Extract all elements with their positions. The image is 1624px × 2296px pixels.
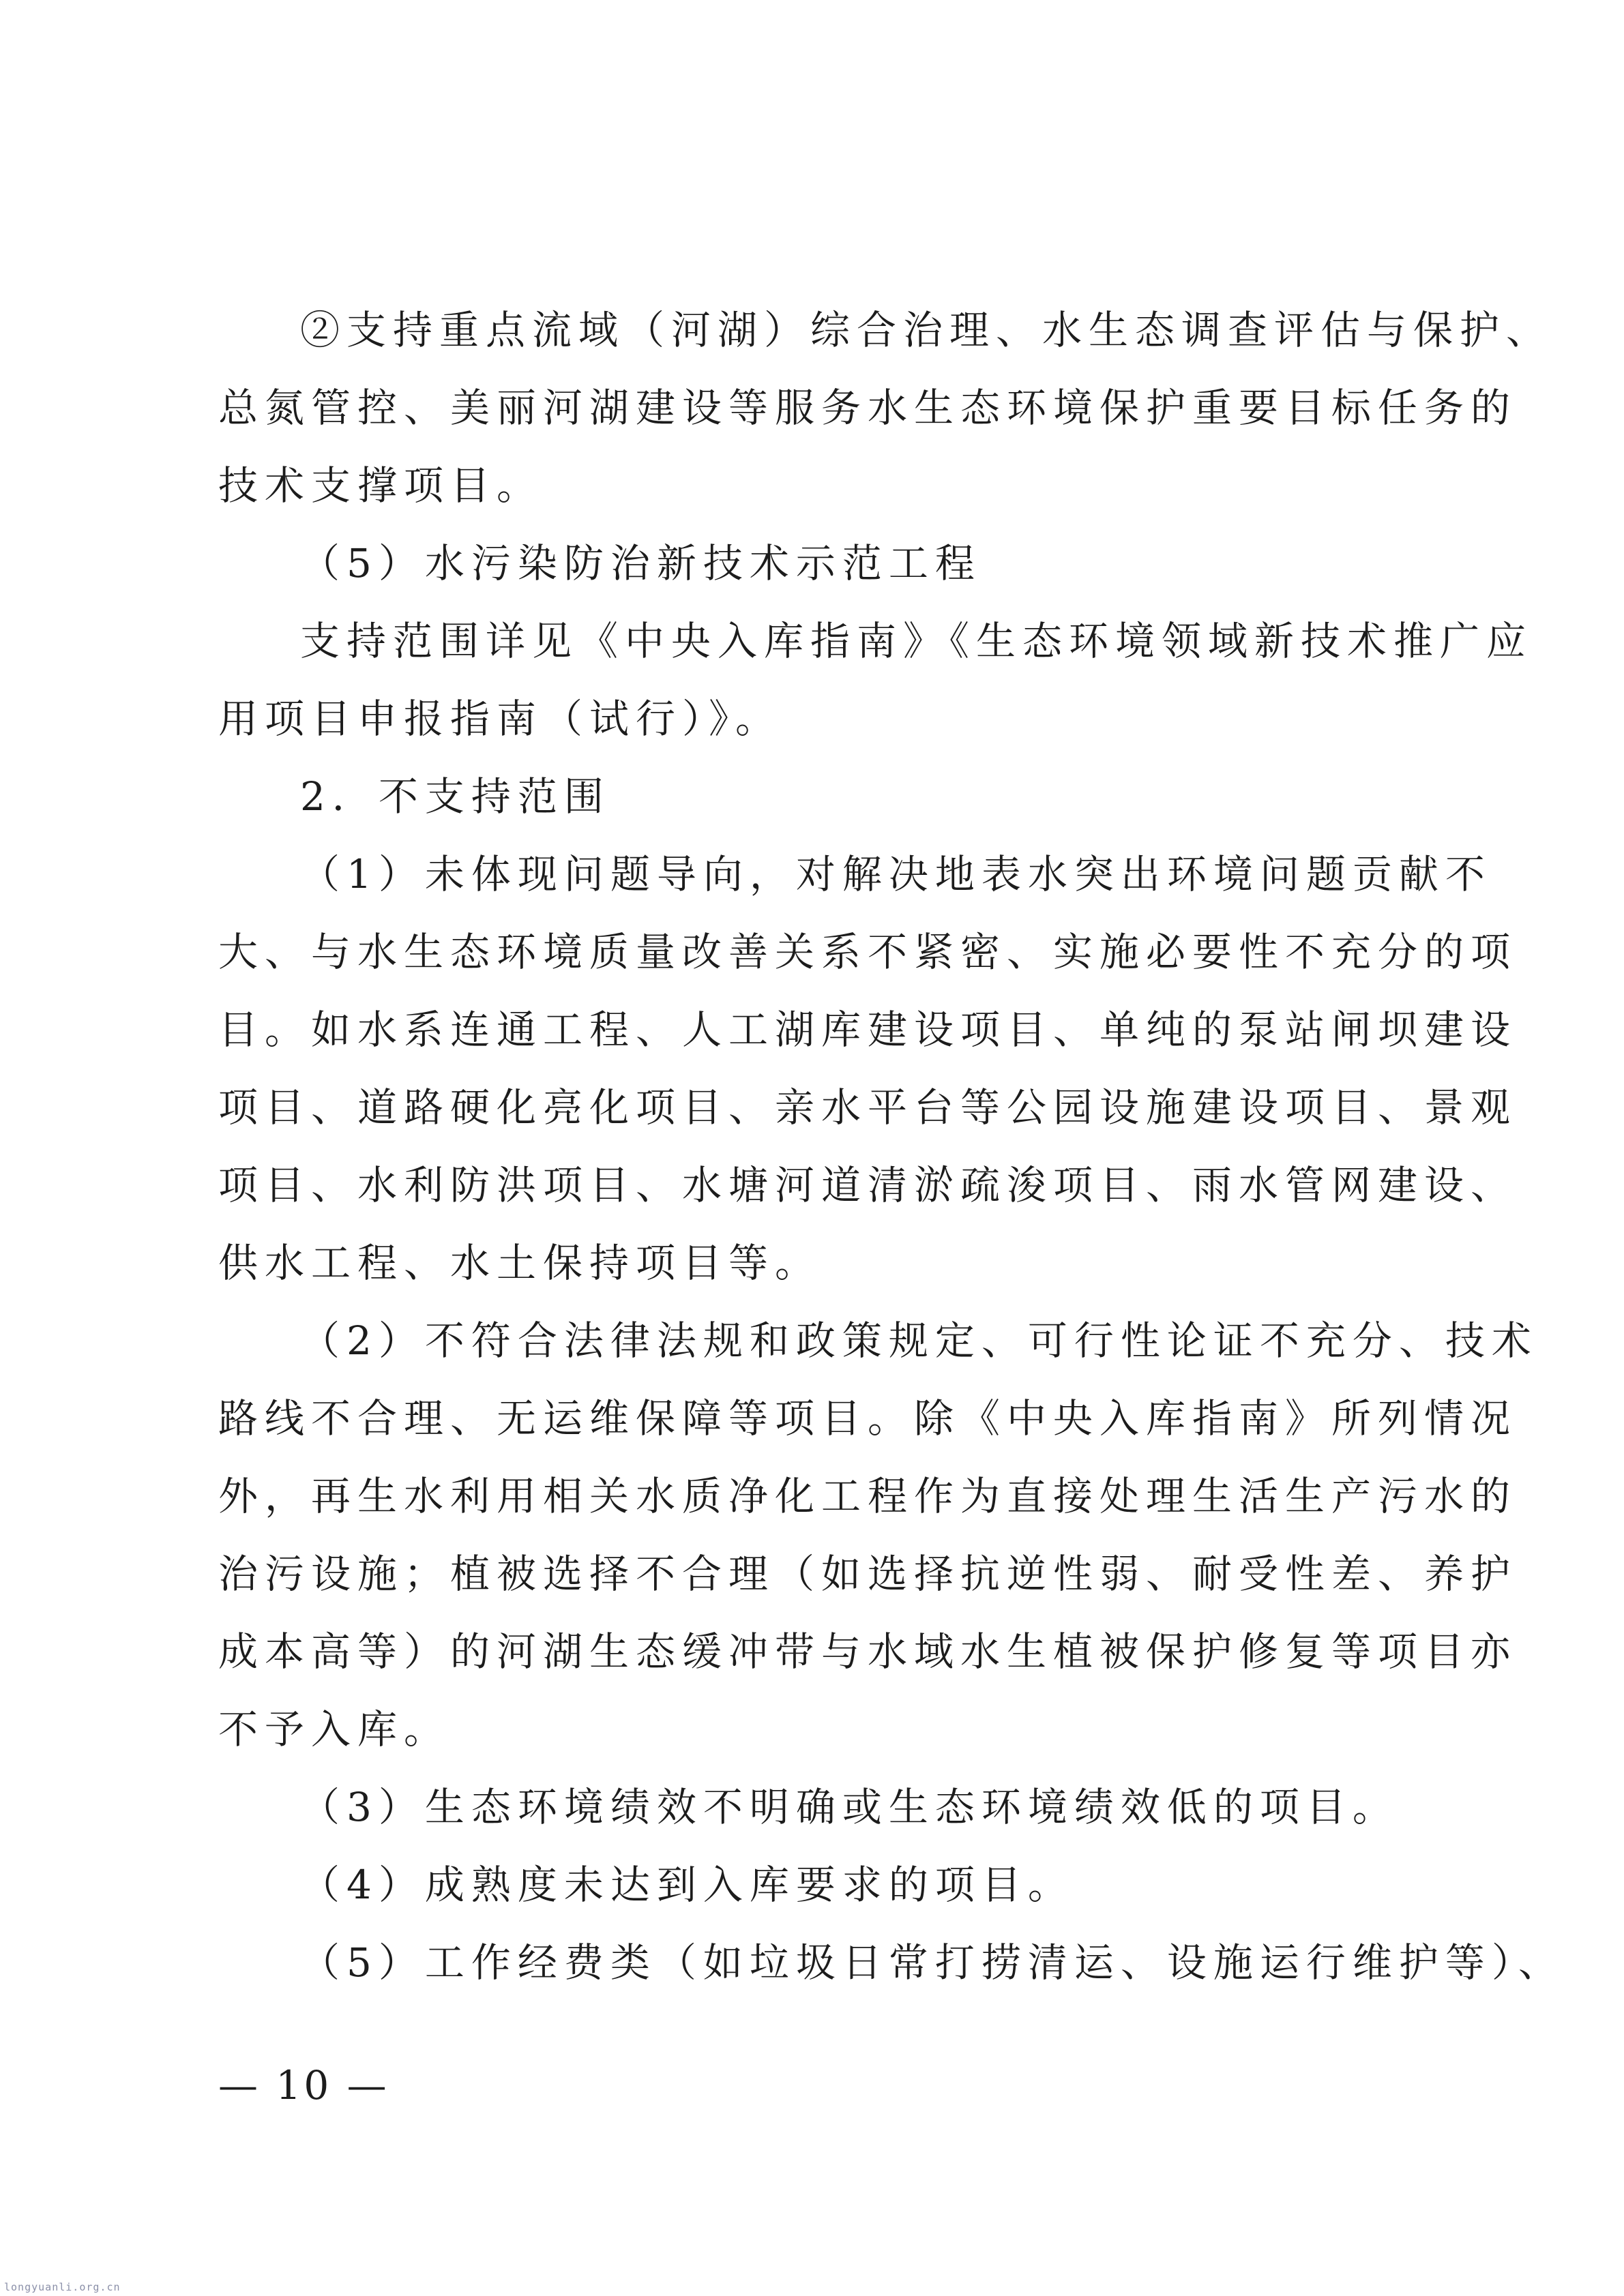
paragraph-line: ②支持重点流域（河湖）综合治理、水生态调查评估与保护、	[300, 307, 1553, 353]
page-number: — 10 —	[218, 2062, 389, 2108]
watermark-text: longyuanli.org.cn	[4, 2281, 121, 2293]
paragraph-line: （5）工作经费类（如垃圾日常打捞清运、设施运行维护等）、	[300, 1939, 1565, 1986]
paragraph-line: 技术支撑项目。	[218, 462, 544, 509]
paragraph-line: （4）成熟度未达到入库要求的项目。	[300, 1862, 1074, 1908]
paragraph-line: 不予入库。	[218, 1706, 451, 1753]
paragraph-line: 项目、水利防洪项目、水塘河道清淤疏浚项目、雨水管网建设、	[218, 1162, 1518, 1208]
paragraph-line: 总氮管控、美丽河湖建设等服务水生态环境保护重要目标任务的	[218, 385, 1518, 431]
paragraph-line: 供水工程、水土保持项目等。	[218, 1240, 822, 1286]
paragraph-line: （1）未体现问题导向，对解决地表水突出环境问题贡献不	[300, 851, 1492, 897]
paragraph-line: 治污设施；植被选择不合理（如选择抗逆性弱、耐受性差、养护	[218, 1551, 1518, 1597]
paragraph-line: （3）生态环境绩效不明确或生态环境绩效低的项目。	[300, 1784, 1399, 1830]
paragraph-line: 项目、道路硬化亮化项目、亲水平台等公园设施建设项目、景观	[218, 1084, 1518, 1131]
paragraph-line: 大、与水生态环境质量改善关系不紧密、实施必要性不充分的项	[218, 929, 1518, 975]
paragraph-line: （2）不符合法律法规和政策规定、可行性论证不充分、技术	[300, 1317, 1538, 1364]
paragraph-line: 用项目申报指南（试行）》。	[218, 696, 782, 742]
section-heading: 2．不支持范围	[300, 773, 610, 820]
paragraph-line: 路线不合理、无运维保障等项目。除《中央入库指南》所列情况	[218, 1395, 1518, 1442]
paragraph-line: 支持范围详见《中央入库指南》《生态环境领域新技术推广应	[300, 618, 1533, 664]
paragraph-line: 成本高等）的河湖生态缓冲带与水域水生植被保护修复等项目亦	[218, 1628, 1518, 1675]
paragraph-line: 目。如水系连通工程、人工湖库建设项目、单纯的泵站闸坝建设	[218, 1007, 1518, 1053]
section-heading: （5）水污染防治新技术示范工程	[300, 540, 981, 586]
paragraph-line: 外，再生水利用相关水质净化工程作为直接处理生活生产污水的	[218, 1473, 1518, 1519]
